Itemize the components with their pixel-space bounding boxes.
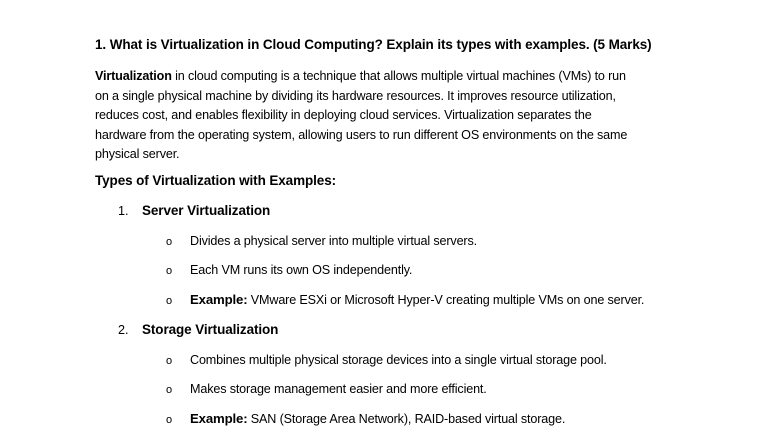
- example-label: Example:: [190, 411, 248, 426]
- intro-term: Virtualization: [95, 69, 172, 83]
- intro-paragraph: [95, 67, 695, 165]
- bullet-icon: o: [166, 265, 172, 277]
- question-heading: 1. What is Virtualization in Cloud Computing? Explain its types with examples. (5 Marks): [95, 37, 652, 52]
- type-title: Server Virtualization: [142, 203, 271, 218]
- intro-line-1-text: in cloud computing is a technique that allows multiple virtual machines (VMs) to run: [171, 69, 626, 83]
- bullet-icon: o: [166, 414, 172, 426]
- types-title: Types of Virtualization with Examples:: [95, 173, 336, 188]
- intro-line-2: on a single physical machine by dividing its hardware resources. It improves resource utilization,: [95, 88, 616, 103]
- list-item: [166, 382, 487, 396]
- list-item: [166, 353, 607, 367]
- bullet-icon: o: [166, 295, 172, 307]
- type-item-server: [118, 203, 270, 218]
- example-text: VMware ESXi or Microsoft Hyper-V creating multiple VMs on one server.: [247, 293, 645, 307]
- bullet-icon: o: [166, 355, 172, 367]
- type-title: Storage Virtualization: [142, 322, 279, 337]
- list-item: [166, 292, 644, 307]
- type-number: 1.: [118, 204, 129, 218]
- example-text: SAN (Storage Area Network), RAID-based virtual storage.: [247, 412, 566, 426]
- example-label: Example:: [190, 292, 248, 307]
- bullet-text: Makes storage management easier and more efficient.: [190, 382, 487, 396]
- type-number: 2.: [118, 323, 129, 337]
- bullet-text: Each VM runs its own OS independently.: [190, 263, 413, 277]
- bullet-text: Combines multiple physical storage devices into a single virtual storage pool.: [190, 353, 607, 367]
- bullet-icon: o: [166, 384, 172, 396]
- intro-line-1: [95, 67, 695, 87]
- intro-line-4: hardware from the operating system, allowing users to run different OS environments on the same: [95, 127, 628, 142]
- intro-line-5: physical server.: [95, 147, 180, 161]
- type-item-storage: [118, 322, 278, 337]
- list-item: [166, 263, 412, 277]
- bullet-text: Divides a physical server into multiple virtual servers.: [190, 234, 477, 248]
- list-item: [166, 234, 477, 248]
- list-item: [166, 411, 565, 426]
- intro-line-3: reduces cost, and enables flexibility in deploying cloud services. Virtualization separates the: [95, 108, 592, 122]
- bullet-icon: o: [166, 236, 172, 248]
